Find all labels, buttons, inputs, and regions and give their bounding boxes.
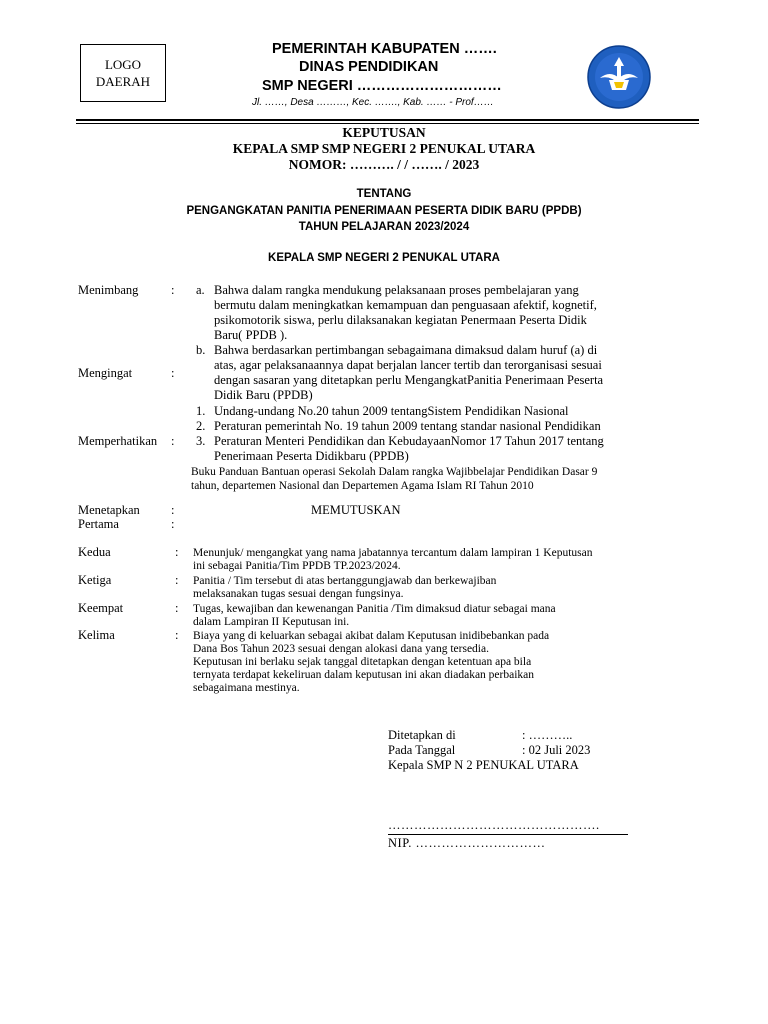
menimbang-item-b-line4: Didik Baru (PPDB) xyxy=(214,388,313,402)
logo-text-line2: DAERAH xyxy=(95,74,151,89)
menimbang-item-a-line2: bermutu dalam meningkatkan kemampuan dan penguasaan afektif, kognetif, xyxy=(214,298,597,312)
signature-date-label: Pada Tanggal xyxy=(388,743,456,757)
colon-pertama: : xyxy=(171,517,175,531)
kedua-line1: Menunjuk/ mengangkat yang nama jabatannya tercantum dalam lampiran 1 Keputusan xyxy=(193,547,593,559)
keempat-line1: Tugas, kewajiban dan kewenangan Panitia /Tim dimaksud diatur sebagai mana xyxy=(193,603,556,615)
decree-authority: KEPALA SMP NEGERI 2 PENUKAL UTARA xyxy=(268,252,500,264)
kelima-line1: Biaya yang di keluarkan sebagai akibat dalam Keputusan inidibebankan pada xyxy=(193,630,550,642)
menimbang-item-a-line1: Bahwa dalam rangka mendukung pelaksanaan proses pembelajaran yang xyxy=(214,283,579,297)
subject-title: PENGANGKATAN PANITIA PENERIMAAN PESERTA DIDIK BARU (PPDB) xyxy=(186,205,582,217)
mengingat-item-3-line2: Penerimaan Peserta Didikbaru (PPDB) xyxy=(214,449,409,463)
colon-kelima: : xyxy=(175,628,179,642)
menimbang-item-a-marker: a. xyxy=(196,283,205,297)
signature-nip: NIP. ………………………… xyxy=(388,836,546,850)
menimbang-item-b-line3: dengan sasaran yang ditetapkan perlu MengangkatPanitia Penerimaan Peserta xyxy=(214,373,604,387)
letterhead-school: SMP NEGERI ………………………… xyxy=(262,78,502,94)
kedua-line2: ini sebagai Panitia/Tim PPDB TP.2023/2024. xyxy=(193,560,401,572)
logo-text-line1: LOGO xyxy=(104,57,142,72)
subject-year: TAHUN PELAJARAN 2023/2024 xyxy=(298,221,470,233)
mengingat-item-3 xyxy=(214,434,604,464)
menimbang-item-a xyxy=(214,283,597,343)
letterhead-rule-thick xyxy=(76,119,699,121)
mengingat-item-2-marker: 2. xyxy=(196,419,206,433)
memperhatikan-text xyxy=(191,465,597,493)
tut-wuri-handayani-emblem-icon xyxy=(586,44,652,110)
subject-heading: TENTANG xyxy=(356,188,412,200)
colon-kedua: : xyxy=(175,545,179,559)
mengingat-item-3-marker: 3. xyxy=(196,434,206,448)
menimbang-item-a-line4: Baru( PPDB ). xyxy=(214,328,288,342)
label-ketiga: Ketiga xyxy=(78,573,112,587)
decree-issuer: KEPALA SMP SMP NEGERI 2 PENUKAL UTARA xyxy=(232,141,536,156)
memperhatikan-line1: Buku Panduan Bantuan operasi Sekolah Dalam rangka Wajibbelajar Pendidikan Dasar 9 xyxy=(191,466,598,478)
kedua-text xyxy=(193,547,593,573)
colon-memperhatikan: : xyxy=(171,434,175,448)
kelima-line4: ternyata terdapat kekeliruan dalam keputusan ini akan diadakan perbaikan xyxy=(193,669,535,681)
label-keempat: Keempat xyxy=(78,601,124,615)
label-mengingat: Mengingat xyxy=(78,366,133,380)
mengingat-item-1-marker: 1. xyxy=(196,404,206,418)
colon-menetapkan: : xyxy=(171,503,175,517)
kelima-text xyxy=(193,630,549,695)
keempat-line2: dalam Lampiran II Keputusan ini. xyxy=(193,616,350,628)
signature-name-line: …………………………………………. xyxy=(388,818,600,832)
label-kedua: Kedua xyxy=(78,545,111,559)
kelima-line2: Dana Bos Tahun 2023 sesuai dengan alokasi dana yang tersedia. xyxy=(193,643,489,655)
kelima-line3: Keputusan ini berlaku sejak tanggal ditetapkan dengan ketentuan apa bila xyxy=(193,656,532,668)
ketiga-text xyxy=(193,575,496,601)
mengingat-item-2: Peraturan pemerintah No. 19 tahun 2009 tentang standar nasional Pendidikan xyxy=(214,419,601,433)
letterhead-government: PEMERINTAH KABUPATEN ……. xyxy=(272,41,497,57)
memutuskan-heading: MEMUTUSKAN xyxy=(311,503,401,517)
colon-keempat: : xyxy=(175,601,179,615)
label-memperhatikan: Memperhatikan xyxy=(78,434,158,448)
label-pertama: Pertama xyxy=(78,517,119,531)
menimbang-item-a-line3: psikomotorik siswa, perlu dilaksanakan kegiatan Penermaan Peserta Didik xyxy=(214,313,587,327)
letterhead-rule-thin xyxy=(76,123,699,124)
label-kelima: Kelima xyxy=(78,628,115,642)
signature-place-value: : ……….. xyxy=(522,728,573,742)
mengingat-item-1: Undang-undang No.20 tahun 2009 tentangSistem Pendidikan Nasional xyxy=(214,404,569,418)
menimbang-item-b-line2: atas, agar pelaksanaannya dapat berjalan lancer tertib dan terorganisasi sesuai xyxy=(214,358,602,372)
mengingat-item-3-line1: Peraturan Menteri Pendidikan dan KebudayaanNomor 17 Tahun 2017 tentang xyxy=(214,434,604,448)
colon-menimbang: : xyxy=(171,283,175,297)
label-menetapkan: Menetapkan xyxy=(78,503,140,517)
ketiga-line1: Panitia / Tim tersebut di atas bertanggungjawab dan berkewajiban xyxy=(193,575,497,587)
colon-mengingat: : xyxy=(171,366,175,380)
memperhatikan-line2: tahun, departemen Nasional dan Departemen Agama Islam RI Tahun 2010 xyxy=(191,480,534,492)
label-menimbang: Menimbang xyxy=(78,283,139,297)
letterhead-address: Jl. ……, Desa ………, Kec. ……., Kab. …… - Prof…… xyxy=(252,97,494,108)
menimbang-item-b-line1: Bahwa berdasarkan pertimbangan sebagaimana dimaksud dalam huruf (a) di xyxy=(214,343,598,357)
signature-date-value: : 02 Juli 2023 xyxy=(522,743,591,757)
ketiga-line2: melaksanakan tugas sesuai dengan fungsinya. xyxy=(193,588,404,600)
signature-position: Kepala SMP N 2 PENUKAL UTARA xyxy=(388,758,579,772)
decree-title: KEPUTUSAN xyxy=(342,125,426,140)
colon-ketiga: : xyxy=(175,573,179,587)
decree-number: NOMOR: ………. / / ……. / 2023 xyxy=(288,157,480,172)
menimbang-item-b xyxy=(214,343,603,403)
signature-place-label: Ditetapkan di xyxy=(388,728,456,742)
logo-placeholder xyxy=(80,44,166,102)
signature-underline xyxy=(388,834,628,835)
letterhead-department: DINAS PENDIDIKAN xyxy=(299,59,439,75)
keempat-text xyxy=(193,603,556,629)
kelima-line5: sebagaimana mestinya. xyxy=(193,682,300,694)
menimbang-item-b-marker: b. xyxy=(196,343,206,357)
